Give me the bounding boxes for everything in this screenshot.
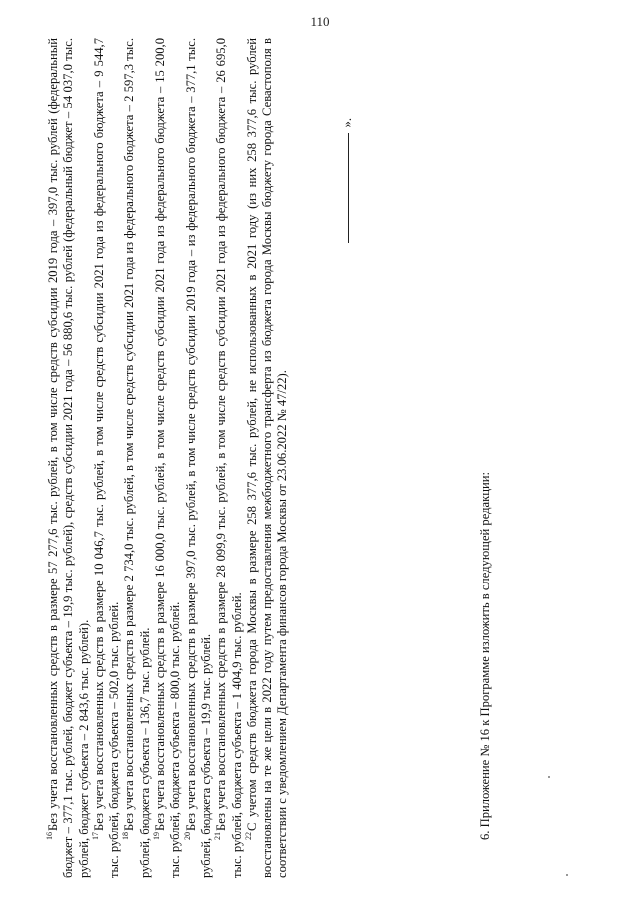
footnote-number: 19 xyxy=(152,832,162,840)
amendment-paragraph: 6. Приложение № 16 к Программе изложить в следующей редакции: xyxy=(478,472,492,840)
footnote-16 xyxy=(46,38,92,878)
footnote-19 xyxy=(153,38,184,878)
footnote-number: 18 xyxy=(121,832,131,840)
separator-line xyxy=(338,133,349,243)
footnote-20 xyxy=(184,38,215,878)
footnote-18 xyxy=(122,38,153,878)
footnote-number: 20 xyxy=(182,832,192,840)
footnote-text: Без учета восстановленных средств в размере 57 277,6 тыс. рублей, в том числе средств субсидии 2019 года – 397,0 тыс. рублей (федеральный бюджет – 377,1 тыс. рублей, бюджет субъекта – 19,9 тыс. рублей), средств субсидии 2021 года – 56 880,6 тыс. рублей (федеральный бюджет – 54 037,0 тыс. рублей, бюджет субъекта – 2 843,6 тыс. рублей). xyxy=(46,38,91,878)
footnote-number: 21 xyxy=(213,832,223,840)
closing-line xyxy=(338,118,354,548)
footnote-17 xyxy=(92,38,123,878)
footnote-text: Без учета восстановленных средств в размере 28 099,9 тыс. рублей, в том числе средств субсидии 2021 года из федерального бюджета – 26 695,0 тыс. рублей, бюджета субъекта – 1 404,9 тыс. рублей. xyxy=(214,38,244,878)
footnote-number: 22 xyxy=(243,832,253,840)
footnote-text: Без учета восстановленных средств в размере 10 046,7 тыс. рублей, в том числе средств субсидии 2021 года из федерального бюджета – 9 544,7 тыс. рублей, бюджета субъекта – 502,0 тыс. рублей. xyxy=(91,38,122,878)
footnote-text: Без учета восстановленных средств в размере 16 000,0 тыс. рублей, в том числе средств субсидии 2021 года из федерального бюджета – 15 200,0 тыс. рублей, бюджета субъекта – 800,0 тыс. рублей. xyxy=(153,38,183,878)
scan-speck xyxy=(548,776,550,778)
footnote-text: Без учета восстановленных средств в размере 397,0 тыс. рублей, в том числе средств субсидии 2019 года – из федерального бюджета – 377,1 тыс. рублей, бюджета субъекта – 19,9 тыс. рублей. xyxy=(183,38,213,878)
footnote-text: Без учета восстановленных средств в размере 2 734,0 тыс. рублей, в том числе средств субсидии 2021 года из федерального бюджета – 2 597,3 тыс. рублей, бюджета субъекта – 136,7 тыс. рублей. xyxy=(122,38,152,878)
footnote-number: 17 xyxy=(90,832,100,840)
scan-speck xyxy=(566,874,568,876)
footnote-22 xyxy=(245,38,291,878)
rotated-page-content xyxy=(46,38,606,878)
footnote-text: С учетом средств бюджета города Москвы в размере 258 377,6 тыс. рублей, не использованных в 2021 году (из них 258 377,6 тыс. рублей восстановлены на те же цели в 2022 году путем предоставления межбюджетного трансферта из бюджета города Москвы бюджету города Севастополя в соответствии с уведомлением Департамента финансов города Москвы от 23.06.2022 № 47/22). xyxy=(244,38,290,878)
footnotes-list xyxy=(46,38,291,878)
footnote-number: 16 xyxy=(45,832,54,840)
footnote-21 xyxy=(214,38,245,878)
closing-quote-mark: ». xyxy=(340,118,354,128)
page-number: 110 xyxy=(310,14,330,29)
